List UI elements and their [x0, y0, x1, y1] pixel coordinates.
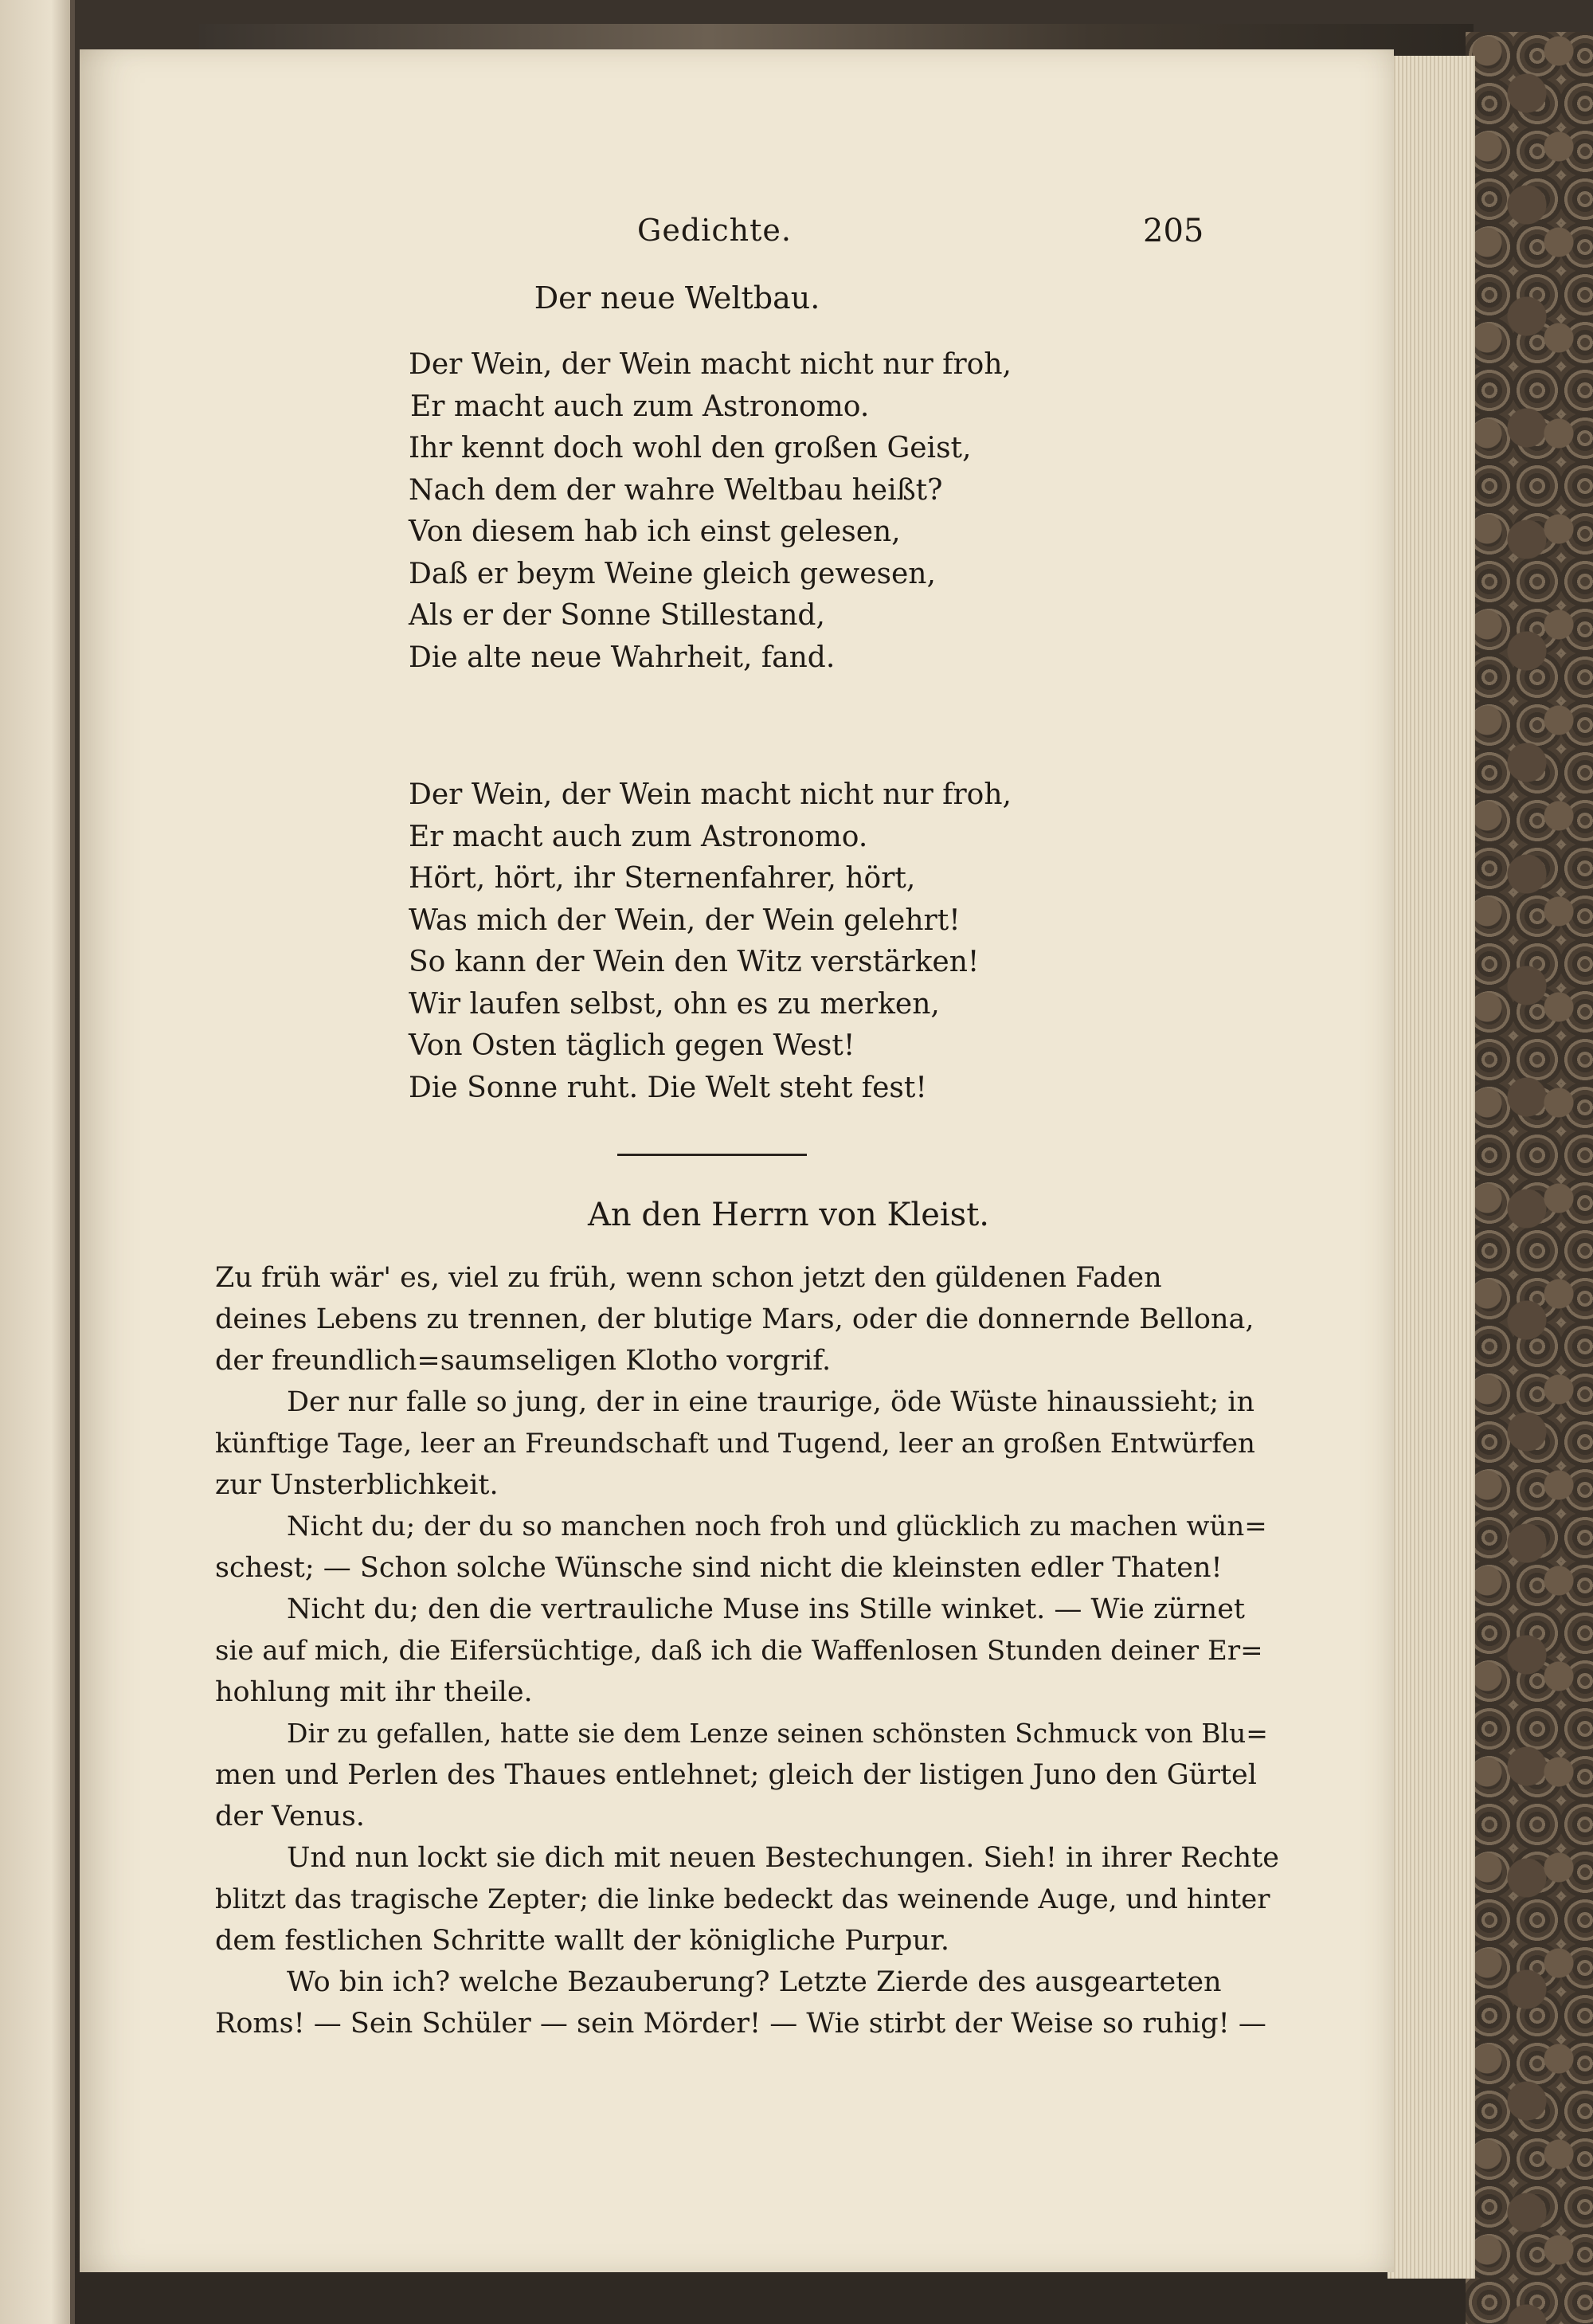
book-page: [80, 49, 1394, 2272]
verse-line: Die alte neue Wahrheit, fand.: [409, 641, 836, 674]
verse-line: Die Sonne ruht. Die Welt steht fest!: [409, 1071, 927, 1104]
prose-line: Wo bin ich? welche Bezauberung? Letzte Zierde des ausgearteten: [287, 1966, 1222, 1998]
verse-line: Von diesem hab ich einst gelesen,: [409, 515, 901, 548]
gutter-shadow: [70, 0, 75, 2324]
prose-line: men und Perlen des Thaues entlehnet; gleich der listigen Juno den Gürtel: [215, 1759, 1257, 1791]
verse-line: Was mich der Wein, der Wein gelehrt!: [409, 903, 961, 937]
prose-line: Dir zu gefallen, hatte sie dem Lenze seinen schönsten Schmuck von Blu=: [287, 1718, 1268, 1749]
verse-line: Ihr kennt doch wohl den großen Geist,: [409, 432, 972, 464]
previous-page-edge: [0, 0, 73, 2324]
prose-line: der freundlich=saumseligen Klotho vorgrif.: [215, 1345, 832, 1377]
prose-line: schest; — Schon solche Wünsche sind nicht die kleinsten edler Thaten!: [215, 1552, 1223, 1584]
section-title: An den Herrn von Kleist.: [587, 1197, 989, 1233]
prose-line: Roms! — Sein Schüler — sein Mörder! — Wie stirbt der Weise so ruhig! —: [215, 2008, 1266, 2040]
prose-body: [215, 1257, 1281, 2044]
prose-line: deines Lebens zu trennen, der blutige Mars, oder die donnernde Bellona,: [215, 1303, 1254, 1335]
prose-line: Zu früh wär' es, viel zu früh, wenn schon jetzt den güldenen Faden: [215, 1262, 1162, 1294]
poem-title: Der neue Weltbau.: [534, 280, 820, 315]
page-number: 205: [1143, 213, 1204, 249]
page-stack-edges: [1388, 56, 1475, 2279]
verse-line: So kann der Wein den Witz verstärken!: [409, 946, 980, 978]
poem-stanza-1: [409, 344, 1125, 679]
verse-line: Nach dem der wahre Weltbau heißt?: [409, 473, 943, 507]
prose-line: sie auf mich, die Eifersüchtige, daß ich die Waffenlosen Stunden deiner Er=: [215, 1635, 1263, 1667]
verse-line: Der Wein, der Wein macht nicht nur froh,: [409, 778, 1012, 811]
verse-line: Hört, hört, ihr Sternenfahrer, hört,: [409, 862, 916, 895]
prose-line: dem festlichen Schritte wallt der königliche Purpur.: [215, 1925, 949, 1957]
verse-line: Er macht auch zum Astronomo.: [410, 390, 870, 423]
running-head-title: Gedichte.: [637, 213, 792, 248]
prose-line: zur Unsterblichkeit.: [215, 1469, 499, 1501]
prose-line: Nicht du; der du so manchen noch froh und glücklich zu machen wün=: [287, 1511, 1267, 1542]
verse-line: Daß er beym Weine gleich gewesen,: [409, 557, 936, 590]
prose-line: der Venus.: [215, 1801, 365, 1832]
prose-line: künftige Tage, leer an Freundschaft und Tugend, leer an großen Entwürfen: [215, 1428, 1255, 1460]
poem-stanza-2: [409, 774, 1125, 1109]
verse-line: Er macht auch zum Astronomo.: [409, 820, 868, 853]
verse-line: Der Wein, der Wein macht nicht nur froh,: [409, 348, 1012, 381]
prose-line: Nicht du; den die vertrauliche Muse ins Stille winket. — Wie zürnet: [287, 1593, 1245, 1625]
verse-line: Wir laufen selbst, ohn es zu merken,: [409, 987, 940, 1021]
prose-line: blitzt das tragische Zepter; die linke bedeckt das weinende Auge, und hinter: [215, 1883, 1270, 1915]
prose-line: Der nur falle so jung, der in eine traurige, öde Wüste hinaussieht; in: [287, 1386, 1255, 1418]
marbled-cover-board: [1466, 32, 1593, 2324]
prose-line: hohlung mit ihr theile.: [215, 1676, 533, 1708]
running-head: [80, 213, 1394, 261]
verse-line: Von Osten täglich gegen West!: [409, 1029, 855, 1062]
verse-line: Als er der Sonne Stillestand,: [409, 599, 825, 632]
prose-line: Und nun lockt sie dich mit neuen Bestechungen. Sieh! in ihrer Rechte: [287, 1842, 1280, 1874]
section-divider: [617, 1154, 807, 1156]
